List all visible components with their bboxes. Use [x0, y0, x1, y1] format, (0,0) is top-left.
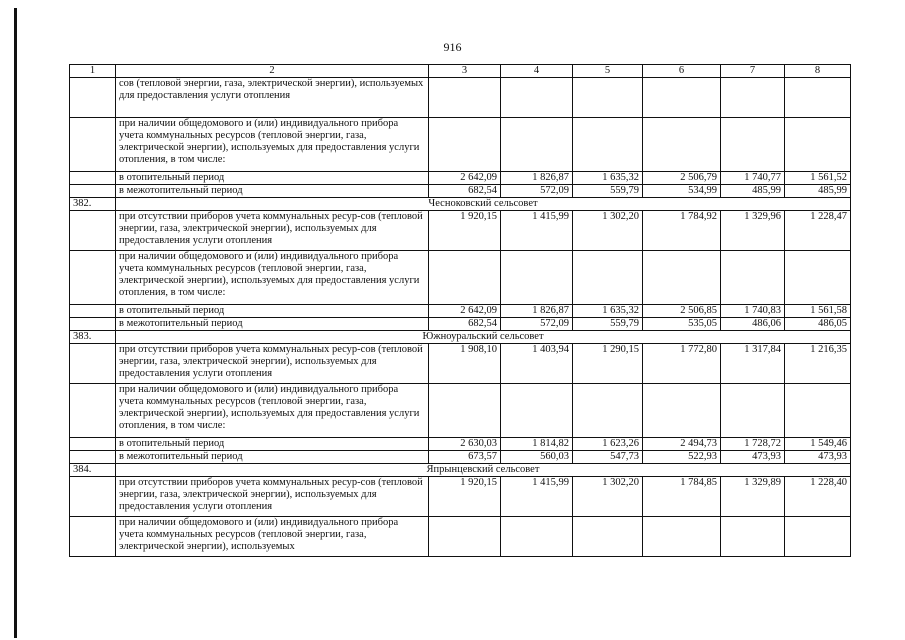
value-cell: 1 561,52: [785, 172, 851, 185]
value-cell: [643, 251, 721, 305]
row-label: в межотопительный период: [116, 451, 429, 464]
header-cell: 2: [116, 65, 429, 78]
value-cell: 473,93: [785, 451, 851, 464]
row-label: в межотопительный период: [116, 185, 429, 198]
value-cell: [785, 384, 851, 438]
row-label: в межотопительный период: [116, 318, 429, 331]
value-cell: 1 635,32: [573, 305, 643, 318]
table-row: [70, 185, 851, 198]
value-cell: [573, 251, 643, 305]
value-cell: [643, 78, 721, 118]
value-cell: 1 561,58: [785, 305, 851, 318]
value-cell: [785, 517, 851, 557]
value-cell: [501, 78, 573, 118]
section-row: [70, 331, 851, 344]
header-cell: 1: [70, 65, 116, 78]
table-row: [70, 78, 851, 118]
section-number: 383.: [70, 331, 116, 344]
value-cell: 1 549,46: [785, 438, 851, 451]
value-cell: 1 290,15: [573, 344, 643, 384]
value-cell: [643, 118, 721, 172]
tariff-table: [69, 64, 851, 557]
value-cell: [721, 78, 785, 118]
row-label: при наличии общедомового и (или) индивидуального прибора учета коммунальных ресурсов (тепловой энергии, газа, электрической энергии), используемых: [116, 517, 429, 557]
value-cell: [721, 118, 785, 172]
value-cell: 2 642,09: [429, 172, 501, 185]
value-cell: 486,06: [721, 318, 785, 331]
row-label: в отопительный период: [116, 172, 429, 185]
value-cell: [721, 517, 785, 557]
value-cell: [785, 78, 851, 118]
value-cell: 1 920,15: [429, 211, 501, 251]
value-cell: 1 635,32: [573, 172, 643, 185]
row-number: [70, 78, 116, 118]
value-cell: 559,79: [573, 185, 643, 198]
value-cell: 682,54: [429, 318, 501, 331]
value-cell: 682,54: [429, 185, 501, 198]
table-row: [70, 451, 851, 464]
value-cell: [785, 251, 851, 305]
section-number: 384.: [70, 464, 116, 477]
row-number: [70, 517, 116, 557]
section-name: Чесноковский сельсовет: [116, 198, 851, 211]
row-number: [70, 305, 116, 318]
header-cell: 8: [785, 65, 851, 78]
value-cell: 1 772,80: [643, 344, 721, 384]
header-cell: 7: [721, 65, 785, 78]
section-row: [70, 198, 851, 211]
value-cell: 535,05: [643, 318, 721, 331]
value-cell: 1 302,20: [573, 477, 643, 517]
value-cell: 2 642,09: [429, 305, 501, 318]
table-row: [70, 172, 851, 185]
row-number: [70, 451, 116, 464]
value-cell: 1 784,92: [643, 211, 721, 251]
table-row: [70, 344, 851, 384]
value-cell: 1 740,83: [721, 305, 785, 318]
value-cell: [429, 251, 501, 305]
value-cell: 1 317,84: [721, 344, 785, 384]
table-row: [70, 305, 851, 318]
value-cell: 572,09: [501, 318, 573, 331]
value-cell: [429, 78, 501, 118]
row-number: [70, 384, 116, 438]
value-cell: 1 728,72: [721, 438, 785, 451]
table-row: [70, 438, 851, 451]
value-cell: 1 329,96: [721, 211, 785, 251]
row-number: [70, 477, 116, 517]
row-number: [70, 318, 116, 331]
value-cell: [721, 384, 785, 438]
page-number: 916: [443, 40, 462, 54]
value-cell: 522,93: [643, 451, 721, 464]
table-row: [70, 251, 851, 305]
row-number: [70, 185, 116, 198]
table-row: [70, 318, 851, 331]
row-label: в отопительный период: [116, 305, 429, 318]
value-cell: [429, 384, 501, 438]
value-cell: 1 415,99: [501, 477, 573, 517]
section-row: [70, 464, 851, 477]
value-cell: [643, 517, 721, 557]
header-cell: 5: [573, 65, 643, 78]
value-cell: 1 216,35: [785, 344, 851, 384]
value-cell: 486,05: [785, 318, 851, 331]
value-cell: 1 826,87: [501, 305, 573, 318]
value-cell: 1 826,87: [501, 172, 573, 185]
value-cell: 673,57: [429, 451, 501, 464]
value-cell: 1 329,89: [721, 477, 785, 517]
section-name: Япрынцевский сельсовет: [116, 464, 851, 477]
value-cell: 1 228,40: [785, 477, 851, 517]
value-cell: [573, 118, 643, 172]
row-number: [70, 251, 116, 305]
value-cell: [429, 517, 501, 557]
table-row: [70, 384, 851, 438]
value-cell: 1 908,10: [429, 344, 501, 384]
value-cell: 2 494,73: [643, 438, 721, 451]
value-cell: 560,03: [501, 451, 573, 464]
table-row: [70, 211, 851, 251]
value-cell: 572,09: [501, 185, 573, 198]
row-label: при наличии общедомового и (или) индивидуального прибора учета коммунальных ресурсов (тепловой энергии, газа, электрической энергии), используемых для предоставления услуги отопления, в том числе:: [116, 384, 429, 438]
value-cell: [429, 118, 501, 172]
table-row: [70, 477, 851, 517]
row-label: в отопительный период: [116, 438, 429, 451]
row-label: при отсутствии приборов учета коммунальных ресур-сов (тепловой энергии, газа, электрической энергии), используемых для предоставления услуги отопления: [116, 211, 429, 251]
value-cell: [573, 78, 643, 118]
value-cell: 2 506,85: [643, 305, 721, 318]
header-row: [70, 65, 851, 78]
row-number: [70, 438, 116, 451]
table-body: [70, 65, 851, 557]
row-label: при наличии общедомового и (или) индивидуального прибора учета коммунальных ресурсов (тепловой энергии, газа, электрической энергии), используемых для предоставления услуги отопления, в том числе:: [116, 251, 429, 305]
value-cell: 485,99: [721, 185, 785, 198]
row-number: [70, 211, 116, 251]
row-label: при отсутствии приборов учета коммунальных ресур-сов (тепловой энергии, газа, электрической энергии), используемых для предоставления услуги отопления: [116, 477, 429, 517]
header-cell: 6: [643, 65, 721, 78]
value-cell: 485,99: [785, 185, 851, 198]
value-cell: 547,73: [573, 451, 643, 464]
table-row: [70, 118, 851, 172]
row-number: [70, 344, 116, 384]
value-cell: 1 920,15: [429, 477, 501, 517]
table-row: [70, 517, 851, 557]
value-cell: [501, 251, 573, 305]
row-number: [70, 172, 116, 185]
value-cell: [573, 384, 643, 438]
value-cell: 1 740,77: [721, 172, 785, 185]
row-label: при отсутствии приборов учета коммунальных ресур-сов (тепловой энергии, газа, электрической энергии), используемых для предоставления услуги отопления: [116, 344, 429, 384]
section-name: Южноуральский сельсовет: [116, 331, 851, 344]
row-number: [70, 118, 116, 172]
value-cell: 1 784,85: [643, 477, 721, 517]
value-cell: [501, 384, 573, 438]
value-cell: 1 228,47: [785, 211, 851, 251]
value-cell: [573, 517, 643, 557]
page-edge-bar: [14, 8, 17, 638]
value-cell: 1 403,94: [501, 344, 573, 384]
value-cell: 473,93: [721, 451, 785, 464]
value-cell: [721, 251, 785, 305]
value-cell: [643, 384, 721, 438]
value-cell: 1 302,20: [573, 211, 643, 251]
value-cell: 1 415,99: [501, 211, 573, 251]
value-cell: 534,99: [643, 185, 721, 198]
value-cell: [501, 517, 573, 557]
value-cell: 2 630,03: [429, 438, 501, 451]
section-number: 382.: [70, 198, 116, 211]
header-cell: 4: [501, 65, 573, 78]
value-cell: 2 506,79: [643, 172, 721, 185]
value-cell: 1 814,82: [501, 438, 573, 451]
header-cell: 3: [429, 65, 501, 78]
value-cell: 559,79: [573, 318, 643, 331]
value-cell: [501, 118, 573, 172]
value-cell: [785, 118, 851, 172]
row-label: при наличии общедомового и (или) индивидуального прибора учета коммунальных ресурсов (тепловой энергии, газа, электрической энергии), используемых для предоставления услуги отопления, в том числе:: [116, 118, 429, 172]
row-label: сов (тепловой энергии, газа, электрической энергии), используемых для предоставления услуги отопления: [116, 78, 429, 118]
value-cell: 1 623,26: [573, 438, 643, 451]
